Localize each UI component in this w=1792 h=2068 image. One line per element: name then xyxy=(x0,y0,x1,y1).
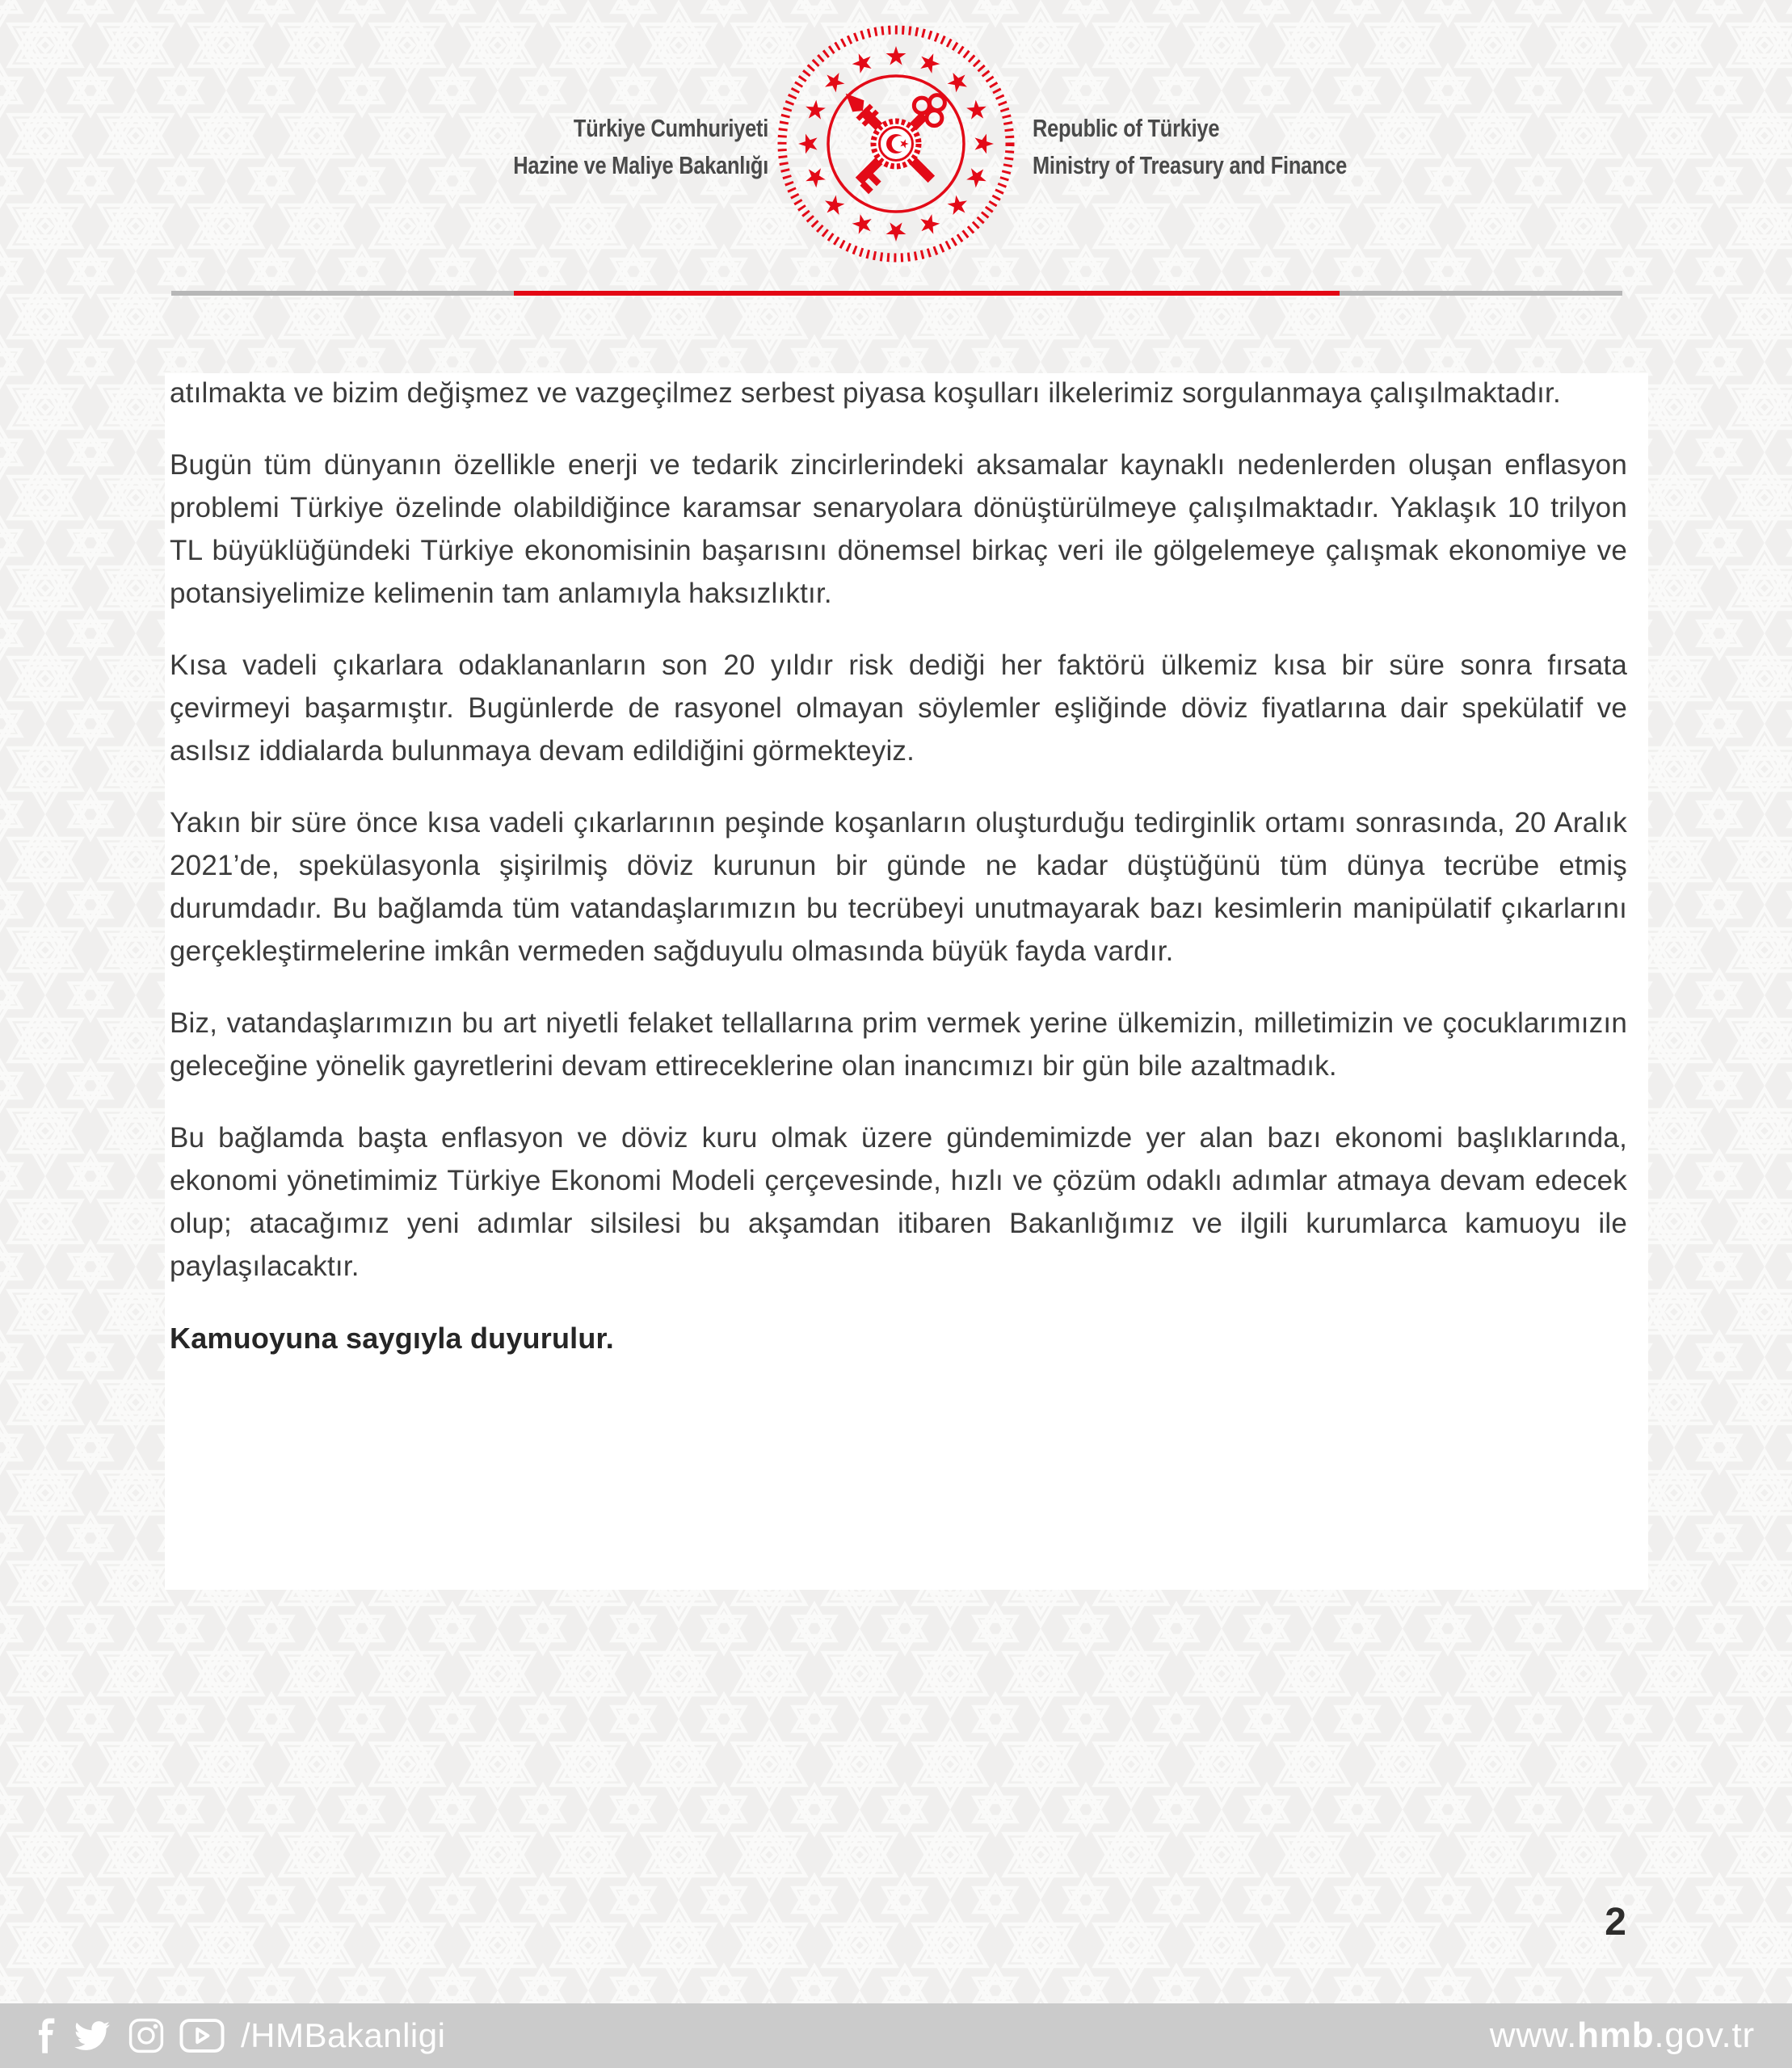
website-bold: hmb xyxy=(1577,2015,1655,2055)
ministry-emblem-logo xyxy=(775,23,1017,265)
body-paragraph: Bugün tüm dünyanın özellikle enerji ve tedarik zincirlerindeki aksamalar kaynaklı nedenlerden oluşan enflasyon problemi Türkiye özelinde olabildiğince karamsar senaryolara dönüştürülmeye çalışılmaktadır. Yaklaşık 10 trilyon TL büyüklüğündeki Türkiye ekonomisinin başarısını dönemsel birkaç veri ile gölgelemeye çalışmak ekonomiye ve potansiyelimize kelimenin tam anlamıyla haksızlıktır. xyxy=(170,449,1627,609)
header-right-line1: Republic of Türkiye xyxy=(1033,114,1220,142)
footer-website xyxy=(1490,2015,1755,2056)
header-left-line1: Türkiye Cumhuriyeti xyxy=(573,114,768,142)
website-prefix: www. xyxy=(1489,2015,1578,2055)
body-paragraph: Bu bağlamda başta enflasyon ve döviz kuru olmak üzere gündemimizde yer alan bazı ekonomi başlıklarında, ekonomi yönetimimiz Türkiye Ekonomi Modeli çerçevesinde, hızlı ve çözüm odaklı adımlar atmaya devam edecek olup; atacağımız yeni adımlar silsilesi bu akşamdan itibaren Bakanlığımız ve ilgili kurumlarca kamuoyu ile paylaşılacaktır. xyxy=(170,1122,1627,1282)
body-paragraph: Kısa vadeli çıkarlara odaklananların son 20 yıldır risk dediği her faktörü ülkemiz kısa bir süre sonra fırsata çevirmeyi başarmıştır. Bugünlerde de rasyonel olmayan söylemler eşliğinde döviz fiyatlarına dair spekülatif ve asılsız iddialarda bulunmaya devam edildiğini görmekteyiz. xyxy=(170,649,1627,767)
instagram-icon xyxy=(128,2017,165,2054)
body-paragraph: atılmakta ve bizim değişmez ve vazgeçilmez serbest piyasa koşulları ilkelerimiz sorgulanmaya çalışılmaktadır. xyxy=(170,377,1561,409)
header-divider-red-segment xyxy=(514,291,1340,296)
header-title-english xyxy=(1033,110,1347,184)
social-handle: /HMBakanligi xyxy=(241,2016,446,2054)
body-paragraph: Biz, vatandaşlarımızın bu art niyetli felaket tellallarına prim vermek yerine ülkemizin, milletimizin ve çocuklarımızın geleceğine yönelik gayretlerini devam ettireceklerine olan inancımızı bir gün bile azaltmadık. xyxy=(170,1007,1627,1082)
header-title-turkish xyxy=(513,110,768,184)
facebook-icon xyxy=(37,2017,57,2054)
header-left-line2: Hazine ve Maliye Bakanlığı xyxy=(513,151,768,179)
press-release-body xyxy=(170,372,1627,1389)
footer-bar xyxy=(0,2003,1792,2068)
twitter-icon xyxy=(71,2018,113,2053)
header-divider xyxy=(171,291,1622,296)
youtube-icon xyxy=(179,2018,225,2053)
website-suffix: .gov.tr xyxy=(1654,2015,1755,2055)
header-right-line2: Ministry of Treasury and Finance xyxy=(1033,151,1348,179)
footer-social xyxy=(37,2016,445,2055)
closing-statement: Kamuoyuna saygıyla duyurulur. xyxy=(170,1322,614,1355)
page-number: 2 xyxy=(1605,1901,1626,1944)
body-paragraph: Yakın bir süre önce kısa vadeli çıkarlarının peşinde koşanların oluşturduğu tedirginlik ortamı sonrasında, 20 Aralık 2021’de, spekülasyonla şişirilmiş döviz kurunun bir günde ne kadar düştüğünü tüm dünya tecrübe etmiş durumdadır. Bu bağlamda tüm vatandaşlarımızın bu tecrübeyi unutmayarak bazı kesimlerin manipülatif çıkarlarını gerçekleştirmelerine imkân vermeden sağduyulu olmasında büyük fayda vardır. xyxy=(170,807,1627,967)
